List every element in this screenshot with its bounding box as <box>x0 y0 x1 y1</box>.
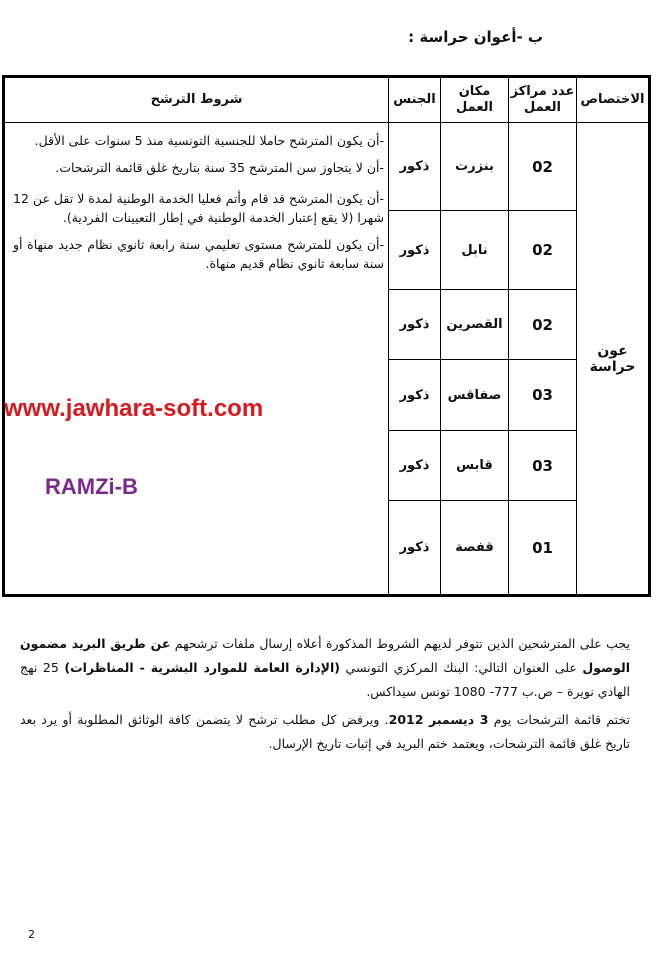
notes-paragraph <box>20 708 630 756</box>
gender-cell: ذكور <box>389 211 441 290</box>
notes-emphasis: (الإدارة العامة للموارد البشرية - المناظرات) <box>64 660 340 675</box>
gender-cell: ذكور <box>389 290 441 360</box>
place-cell: صفاقس <box>441 360 509 431</box>
gender-cell: ذكور <box>389 123 441 211</box>
table-header-row <box>4 77 650 123</box>
header-specialty: الاختصاص <box>577 77 650 123</box>
place-cell: القصرين <box>441 290 509 360</box>
condition-item: -أن لا يتجاوز سن المترشح 35 سنة بتاريخ غلق قائمة الترشحات. <box>55 160 384 175</box>
centers-cell: 03 <box>509 431 577 501</box>
gender-cell: ذكور <box>389 501 441 596</box>
gender-cell: ذكور <box>389 360 441 431</box>
notes-text: 25 نهج الهادي نويرة – ص.ب 777- 1080 تونس سيداكس. <box>20 660 630 699</box>
notes-text: على العنوان التالي: البنك المركزي التونسي <box>339 660 583 675</box>
application-notes <box>20 632 630 760</box>
notes-text: . ويرفض كل مطلب ترشح لا يتضمن كافة الوثائق المطلوبة أو يرد بعد تاريخ غلق قائمة الترشحات، ويعتمد ختم البريد في إثبات تاريخ الإرسال. <box>20 712 630 751</box>
condition-item: -أن يكون المترشح حاملا للجنسية التونسية منذ 5 سنوات على الأقل. <box>34 133 384 148</box>
condition-item: -أن يكون للمترشح مستوى تعليمي سنة رابعة ثانوي نظام جديد منهاة أو سنة سابعة ثانوي نظام قديم منهاة. <box>13 237 384 271</box>
positions-table <box>2 75 651 597</box>
conditions-cell <box>4 123 389 596</box>
specialty-cell: عون حراسة <box>577 123 650 596</box>
header-centers: عدد مراكز العمل <box>509 77 577 123</box>
notes-text: تختم قائمة الترشحات يوم <box>488 712 630 727</box>
notes-text: يجب على المترشحين الذين تتوفر لديهم الشروط المذكورة أعلاه إرسال ملفات ترشحهم <box>170 636 630 651</box>
watermark-name: RAMZi-B <box>45 474 138 499</box>
notes-paragraph <box>20 632 630 704</box>
place-cell: قابس <box>441 431 509 501</box>
condition-item: -أن يكون المترشح قد قام وأتم فعليا الخدمة الوطنية لمدة لا تقل عن 12 شهرا (لا يقع إعتبار الخدمة الوطنية في إطار التعيينات الفردية). <box>13 191 384 225</box>
centers-cell: 01 <box>509 501 577 596</box>
gender-cell: ذكور <box>389 431 441 501</box>
centers-cell: 03 <box>509 360 577 431</box>
centers-cell: 02 <box>509 211 577 290</box>
notes-emphasis: 3 ديسمبر 2012 <box>388 712 489 727</box>
table-row <box>4 123 650 211</box>
section-title: ب -أعوان حراسة : <box>408 28 543 46</box>
place-cell: نابل <box>441 211 509 290</box>
header-gender: الجنس <box>389 77 441 123</box>
page-number: 2 <box>28 928 35 941</box>
place-cell: قفصة <box>441 501 509 596</box>
header-conditions: شروط الترشح <box>4 77 389 123</box>
notes-emphasis: عن طريق البريد مضمون الوصول <box>20 636 630 675</box>
place-cell: بنزرت <box>441 123 509 211</box>
header-place: مكان العمل <box>441 77 509 123</box>
centers-cell: 02 <box>509 290 577 360</box>
watermark-url: www.jawhara-soft.com <box>4 395 264 422</box>
centers-cell: 02 <box>509 123 577 211</box>
